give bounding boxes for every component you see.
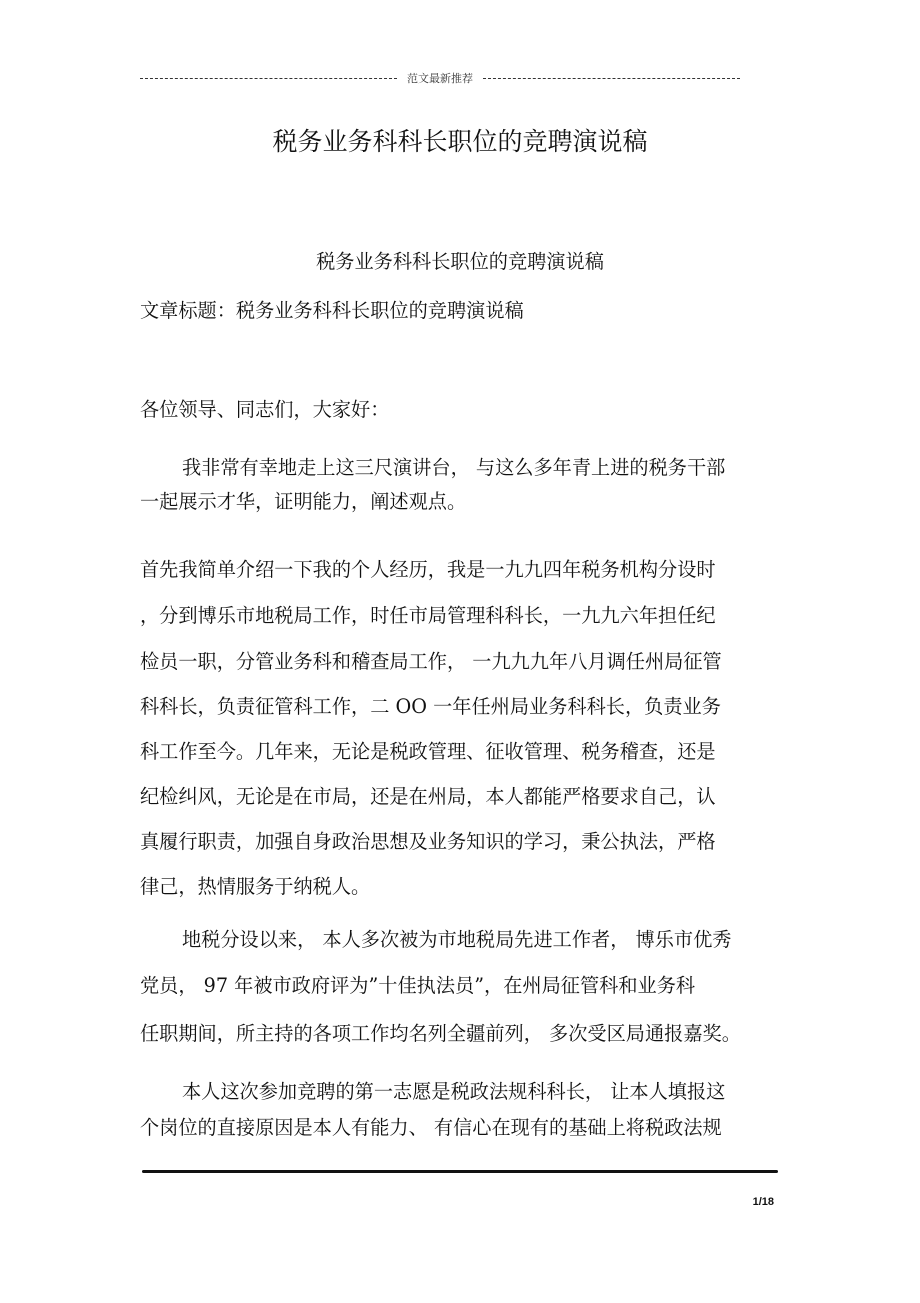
body-line: 纪检纠风，无论是在市局，还是在州局，本人都能严格要求自己，认 [140,785,716,808]
greeting: 各位领导、同志们，大家好： [140,398,390,421]
body-line: 真履行职责，加强自身政治思想及业务知识的学习，秉公执法，严格 [140,830,716,853]
body-line: ，分到博乐市地税局工作，时任市局管理科科长，一九九六年担任纪 [140,604,716,627]
document-title: 税务业务科科长职位的竞聘演说稿 [272,127,648,156]
body-line: 党员， 97 年被市政府评为”十佳执法员”，在州局征管科和业务科 [140,974,696,997]
page-header [140,68,740,88]
body-line: 个岗位的直接原因是本人有能力、 有信心在现有的基础上将税政法规 [140,1116,722,1139]
body-line: 律己，热情服务于纳税人。 [140,875,371,898]
page-number: 1/18 [752,1196,774,1208]
document-subtitle: 税务业务科科长职位的竞聘演说稿 [316,250,604,273]
article-title: 文章标题：税务业务科科长职位的竞聘演说稿 [140,299,524,322]
body-line: 地税分设以来， 本人多次被为市地税局先进工作者， 博乐市优秀 [182,928,732,951]
body-line: 检员一职，分管业务科和稽查局工作， 一九九九年八月调任州局征管 [140,650,722,673]
header-dash-left [140,78,397,79]
body-line: 科工作至今。几年来，无论是税政管理、征收管理、税务稽查，还是 [140,740,716,763]
body-line: 本人这次参加竞聘的第一志愿是税政法规科科长， 让本人填报这 [182,1080,726,1103]
body-line: 首先我简单介绍一下我的个人经历，我是一九九四年税务机构分设时 [140,558,716,581]
body-line: 一起展示才华，证明能力，阐述观点。 [140,490,467,513]
body-line: 我非常有幸地走上这三尺演讲台， 与这么多年青上进的税务干部 [182,456,726,479]
body-line: 科科长，负责征管科工作，二 OO 一年任州局业务科科长，负责业务 [140,695,721,718]
body-line: 任职期间，所主持的各项工作均名列全疆前列， 多次受区局通报嘉奖。 [140,1022,741,1045]
footer-rule [142,1170,778,1173]
header-dash-right [483,78,740,79]
header-text: 范文最新推荐 [407,72,473,85]
